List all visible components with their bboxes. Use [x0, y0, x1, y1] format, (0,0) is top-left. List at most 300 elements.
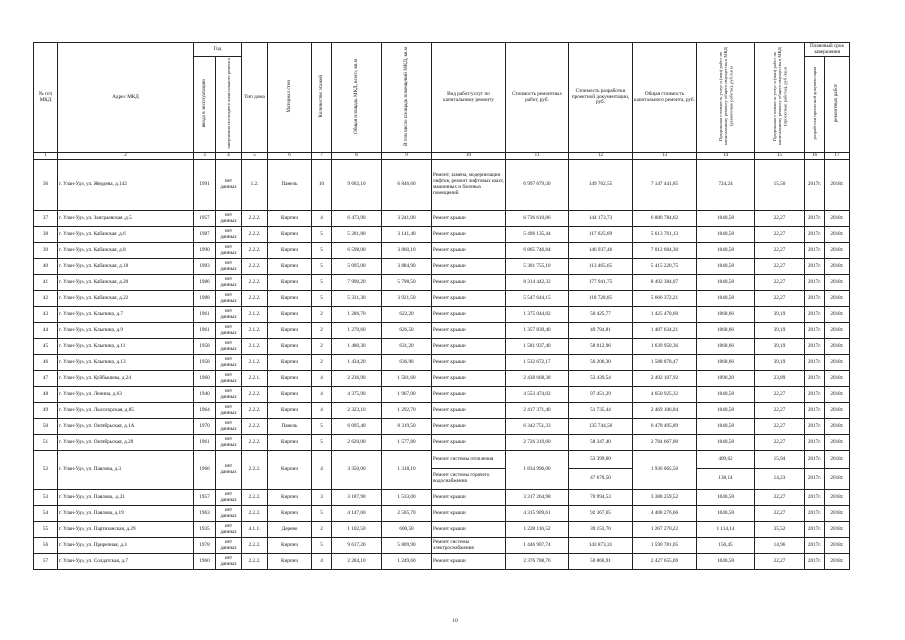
cell-planned-design: 2017г. [805, 259, 825, 275]
table-row [34, 160, 850, 211]
column-number: 14 [697, 153, 755, 160]
cell-year-commissioning: 1957 [194, 490, 216, 506]
cell-total-area: 1 434,20 [332, 355, 382, 371]
cell-planned-design: 2017г. [805, 403, 825, 419]
repair-program-table [33, 42, 850, 570]
cell-total-area: 7 990,20 [332, 275, 382, 291]
cell-year-commissioning: 1986 [194, 275, 216, 291]
cell-total-area: 3 350,00 [332, 451, 382, 490]
cell-limit-repair: 1068,66 [697, 355, 755, 371]
cell-year-commissioning: 1958 [194, 355, 216, 371]
cell-house-type: 1.2. [242, 160, 268, 211]
cell-design-cost: 135 744,56 [569, 419, 633, 435]
cell-floors: 4 [312, 371, 332, 387]
cell-floors: 5 [312, 291, 332, 307]
cell-num: 51 [34, 435, 58, 451]
cell-total-cost: 7 147 441,85 [633, 160, 697, 211]
cell-residential-area: 1 533,00 [382, 490, 432, 506]
column-number: 10 [432, 153, 506, 160]
cell-planned-design: 2017г. [805, 291, 825, 307]
cell-total-area: 1 480,30 [332, 339, 382, 355]
cell-year-commissioning: 1957 [194, 211, 216, 227]
column-number: 12 [569, 153, 633, 160]
cell-total-cost: 4 408 276,66 [633, 506, 697, 522]
cell-num: 42 [34, 291, 58, 307]
cell-wall-material: Кирпич [268, 490, 312, 506]
cell-repair-cost: 5 496 135,44 [506, 227, 569, 243]
cell-work-type: Ремонт системы горячего водоснабжения [432, 469, 506, 490]
cell-residential-area: 2 505,70 [382, 506, 432, 522]
cell-total-cost: 1 588 878,47 [633, 355, 697, 371]
cell-repair-cost: 1 581 937,40 [506, 339, 569, 355]
table-row [34, 538, 850, 554]
cell-year-last-repair: нет данных [216, 451, 242, 490]
cell-house-type: 2.1.2. [242, 339, 268, 355]
cell-num: 39 [34, 243, 58, 259]
cell-work-type: Ремонт крыши [432, 387, 506, 403]
col-header-limit-design [755, 43, 805, 153]
cell-total-area: 1 102,50 [332, 522, 382, 538]
cell-limit-repair: 1068,66 [697, 307, 755, 323]
cell-wall-material: Кирпич [268, 451, 312, 490]
cell-limit-design: 22,27 [755, 243, 805, 259]
cell-address: г. Улан-Удэ, ул. Клыпина, д.11 [58, 339, 194, 355]
cell-limit-repair: 1040,58 [697, 275, 755, 291]
cell-total-cost: 7 012 684,30 [633, 243, 697, 259]
column-number: 1 [34, 153, 58, 160]
cell-house-type: 2.2.2. [242, 435, 268, 451]
cell-year-last-repair: нет данных [216, 243, 242, 259]
cell-planned-repair: 2018г. [825, 243, 850, 259]
cell-planned-repair: 2018г. [825, 323, 850, 339]
cell-floors: 5 [312, 275, 332, 291]
table-row [34, 522, 850, 538]
cell-year-commissioning: 1961 [194, 307, 216, 323]
table-row [34, 419, 850, 435]
cell-work-type: Ремонт крыши [432, 490, 506, 506]
cell-design-cost: 70 994,53 [569, 490, 633, 506]
cell-work-type: Ремонт крыши [432, 307, 506, 323]
cell-year-last-repair: нет данных [216, 419, 242, 435]
cell-floors: 4 [312, 451, 332, 490]
cell-planned-design: 2017г. [805, 387, 825, 403]
cell-limit-repair: 1040,58 [697, 387, 755, 403]
cell-limit-repair: 150,45 [697, 538, 755, 554]
cell-limit-design: 14,23 [755, 469, 805, 490]
cell-wall-material: Панель [268, 160, 312, 211]
cell-repair-cost: 1 834 996,00 [506, 451, 569, 490]
cell-total-cost: 1 936 065,50 [633, 451, 697, 490]
col-header-year-commissioning [194, 57, 216, 153]
col-header-limit-repair [697, 43, 755, 153]
cell-limit-repair: 1040,58 [697, 291, 755, 307]
cell-repair-cost: 2 376 788,76 [506, 554, 569, 570]
cell-address: г. Улан-Удэ, ул. Октябрьская, д.28 [58, 435, 194, 451]
cell-wall-material: Кирпич [268, 323, 312, 339]
cell-house-type: 2.1.2. [242, 355, 268, 371]
table-row [34, 243, 850, 259]
cell-year-last-repair: нет данных [216, 339, 242, 355]
cell-work-type: Ремонт крыши [432, 403, 506, 419]
cell-address: г. Улан-Удэ, ул. Октябрьская, д.1А [58, 419, 194, 435]
cell-num: 40 [34, 259, 58, 275]
cell-planned-repair: 2018г. [825, 355, 850, 371]
cell-house-type: 2.2.1. [242, 371, 268, 387]
cell-year-last-repair: нет данных [216, 160, 242, 211]
cell-work-type: Ремонт крыши [432, 419, 506, 435]
col-header-total-cost: Общая стоимость капитального ремонта, руб. [633, 43, 697, 153]
table-body-lower [34, 490, 850, 570]
cell-num: 55 [34, 522, 58, 538]
cell-total-cost: 6 478 495,89 [633, 419, 697, 435]
cell-work-type: Ремонт, замена, модернизация лифтов, ремонт лифтовых шахт, машинных и блочных помещений [432, 160, 506, 211]
cell-repair-cost: 6 736 610,86 [506, 211, 569, 227]
cell-planned-repair: 2018г. [825, 419, 850, 435]
cell-limit-repair: 1068,66 [697, 339, 755, 355]
cell-repair-cost: 1 228 116,52 [506, 522, 569, 538]
cell-residential-area: 631,20 [382, 339, 432, 355]
cell-address: г. Улан-Удэ, ул. Клыпина, д.13 [58, 355, 194, 371]
cell-house-type: 2.2.2. [242, 211, 268, 227]
cell-repair-cost: 8 314 442,32 [506, 275, 569, 291]
col-header-residential-area [382, 43, 432, 153]
cell-planned-repair: 2018г. [825, 538, 850, 554]
cell-design-cost: 53 399,00 [569, 451, 633, 469]
cell-total-area: 5 331,30 [332, 291, 382, 307]
cell-limit-repair: 1068,66 [697, 323, 755, 339]
cell-address: г. Улан-Удэ, ул. Жердева, д.142 [58, 160, 194, 211]
column-number: 11 [506, 153, 569, 160]
cell-work-type: Ремонт крыши [432, 211, 506, 227]
table-row [34, 490, 850, 506]
table-row [34, 435, 850, 451]
cell-limit-design: 39,19 [755, 355, 805, 371]
year-last-repair-label: завершения последнего капитального ремонта [225, 57, 231, 149]
column-number: 13 [633, 153, 697, 160]
column-number: 17 [825, 153, 850, 160]
cell-planned-design: 2017г. [805, 355, 825, 371]
cell-year-commissioning: 1990 [194, 243, 216, 259]
cell-year-commissioning: 1958 [194, 339, 216, 355]
cell-year-last-repair: нет данных [216, 538, 242, 554]
cell-repair-cost: 1 375 044,82 [506, 307, 569, 323]
cell-address: г. Улан-Удэ, ул. Павлова, д.3 [58, 451, 194, 490]
cell-planned-repair: 2018г. [825, 506, 850, 522]
cell-num: 41 [34, 275, 58, 291]
cell-design-cost: 58 347,40 [569, 435, 633, 451]
cell-house-type: 2.1.2. [242, 323, 268, 339]
cell-wall-material: Кирпич [268, 355, 312, 371]
cell-num: 37 [34, 211, 58, 227]
cell-limit-design: 22,27 [755, 275, 805, 291]
cell-residential-area: 626,50 [382, 323, 432, 339]
cell-repair-cost: 2 726 319,60 [506, 435, 569, 451]
cell-total-area: 5 281,80 [332, 227, 382, 243]
table-row [34, 275, 850, 291]
cell-floors: 5 [312, 243, 332, 259]
cell-repair-cost: 2 438 668,38 [506, 371, 569, 387]
cell-work-type: Ремонт крыши [432, 506, 506, 522]
cell-year-last-repair: нет данных [216, 307, 242, 323]
cell-planned-repair: 2018г. [825, 469, 850, 490]
cell-design-cost: 49 794,81 [569, 323, 633, 339]
cell-house-type: 2.2.2. [242, 387, 268, 403]
column-number: 9 [382, 153, 432, 160]
cell-floors: 4 [312, 403, 332, 419]
table-row [34, 355, 850, 371]
cell-residential-area: 1 318,10 [382, 451, 432, 490]
cell-limit-design: 22,27 [755, 490, 805, 506]
cell-planned-repair: 2018г. [825, 371, 850, 387]
cell-house-type: 2.2.2. [242, 419, 268, 435]
cell-num: 50 [34, 419, 58, 435]
cell-floors: 4 [312, 554, 332, 570]
cell-house-type: 2.2.2. [242, 243, 268, 259]
cell-total-cost: 2 784 667,00 [633, 435, 697, 451]
cell-total-area: 4 147,60 [332, 506, 382, 522]
cell-total-cost: 4 650 925,32 [633, 387, 697, 403]
column-number: 6 [268, 153, 312, 160]
cell-address: г. Улан-Удэ, ул. Кабанская, д.8 [58, 243, 194, 259]
table-body-row52 [34, 451, 850, 490]
column-number: 5 [242, 153, 268, 160]
cell-wall-material: Кирпич [268, 403, 312, 419]
cell-house-type: 2.2.2. [242, 259, 268, 275]
cell-design-cost: 58 012,96 [569, 339, 633, 355]
cell-design-cost: 51 735,44 [569, 403, 633, 419]
cell-num: 47 [34, 371, 58, 387]
cell-year-last-repair: нет данных [216, 323, 242, 339]
cell-design-cost: 177 941,75 [569, 275, 633, 291]
table-row [34, 403, 850, 419]
cell-house-type: 4.1.1. [242, 522, 268, 538]
cell-total-cost: 1 639 950,36 [633, 339, 697, 355]
cell-floors: 2 [312, 323, 332, 339]
cell-work-type: Ремонт крыши [432, 323, 506, 339]
floors-label: Количество этажей [317, 74, 324, 118]
col-header-address: Адрес МКД [58, 43, 194, 153]
cell-planned-design: 2017г. [805, 275, 825, 291]
cell-work-type: Ремонт крыши [432, 291, 506, 307]
cell-limit-repair: 1040,58 [697, 506, 755, 522]
cell-planned-repair: 2018г. [825, 339, 850, 355]
cell-floors: 4 [312, 387, 332, 403]
table-row [34, 291, 850, 307]
cell-design-cost: 149 762,55 [569, 160, 633, 211]
cell-limit-repair: 1 114,14 [697, 522, 755, 538]
cell-limit-design: 23,89 [755, 371, 805, 387]
cell-address: г. Улан-Удэ, ул. Павлова, .д.21 [58, 490, 194, 506]
wall-material-label: Материал стен [285, 79, 292, 113]
cell-floors: 2 [312, 307, 332, 323]
cell-planned-design: 2017г. [805, 451, 825, 469]
cell-residential-area: 636,90 [382, 355, 432, 371]
cell-address: г. Улан-Удэ, ул. Лысогорская, д.85 [58, 403, 194, 419]
cell-year-last-repair: нет данных [216, 435, 242, 451]
cell-design-cost: 146 937,46 [569, 243, 633, 259]
cell-design-cost: 39 153,70 [569, 522, 633, 538]
cell-floors: 5 [312, 435, 332, 451]
cell-work-type: Ремонт крыши [432, 339, 506, 355]
cell-num: 57 [34, 554, 58, 570]
col-header-year: Год [194, 43, 242, 57]
cell-design-cost: 92 367,05 [569, 506, 633, 522]
cell-wall-material: Кирпич [268, 435, 312, 451]
cell-year-commissioning: 1940 [194, 387, 216, 403]
cell-planned-design: 2017г. [805, 211, 825, 227]
cell-limit-repair: 1040,58 [697, 403, 755, 419]
cell-num: 52 [34, 451, 58, 490]
cell-wall-material: Панель [268, 419, 312, 435]
cell-floors: 4 [312, 211, 332, 227]
total-area-label: Общая площадь МКД, всего, кв.м [352, 58, 359, 134]
cell-planned-repair: 2018г. [825, 522, 850, 538]
cell-total-area: 2 236,90 [332, 371, 382, 387]
col-header-house-type: Тип дома [242, 43, 268, 153]
col-header-planned-repair [825, 57, 850, 153]
cell-address: г. Улан-Удэ, ул. Ленина, д.63 [58, 387, 194, 403]
cell-year-commissioning: 1961 [194, 323, 216, 339]
cell-total-area: 6 095,40 [332, 419, 382, 435]
cell-limit-repair: 1040,58 [697, 227, 755, 243]
cell-total-area: 6 473,90 [332, 211, 382, 227]
cell-planned-design: 2017г. [805, 227, 825, 243]
table-body-upper [34, 160, 850, 451]
cell-design-cost: 47 670,50 [569, 469, 633, 490]
table-row [34, 451, 850, 469]
cell-address: г. Улан-Удэ, ул. Куйбышева, д.24 [58, 371, 194, 387]
cell-limit-repair: 409,62 [697, 451, 755, 469]
cell-num: 54 [34, 506, 58, 522]
column-number: 7 [312, 153, 332, 160]
cell-year-commissioning: 1991 [194, 160, 216, 211]
cell-planned-repair: 2018г. [825, 259, 850, 275]
cell-limit-repair: 1040,58 [697, 419, 755, 435]
cell-work-type: Ремонт крыши [432, 371, 506, 387]
cell-planned-design: 2017г. [805, 307, 825, 323]
cell-year-commissioning: 1960 [194, 371, 216, 387]
cell-residential-area: 600,50 [382, 522, 432, 538]
cell-floors: 5 [312, 419, 332, 435]
cell-design-cost: 143 873,31 [569, 538, 633, 554]
page-number: 10 [452, 618, 458, 624]
cell-year-commissioning: 1988 [194, 291, 216, 307]
cell-year-commissioning: 1987 [194, 227, 216, 243]
cell-design-cost: 50 866,91 [569, 554, 633, 570]
cell-repair-cost: 4 315 909,61 [506, 506, 569, 522]
cell-limit-design: 22,27 [755, 227, 805, 243]
cell-planned-repair: 2018г. [825, 211, 850, 227]
cell-total-cost: 5 613 761,13 [633, 227, 697, 243]
cell-limit-design: 39,19 [755, 323, 805, 339]
cell-planned-design: 2017г. [805, 435, 825, 451]
cell-planned-design: 2017г. [805, 554, 825, 570]
cell-wall-material: Кирпич [268, 291, 312, 307]
cell-limit-repair: 1040,58 [697, 490, 755, 506]
cell-total-cost: 1 590 781,05 [633, 538, 697, 554]
cell-num: 44 [34, 323, 58, 339]
cell-design-cost: 53 439,54 [569, 371, 633, 387]
table-row [34, 339, 850, 355]
cell-planned-design: 2017г. [805, 506, 825, 522]
cell-address: г. Улан-Удэ, ул. Приречная, д.3 [58, 538, 194, 554]
cell-limit-repair: 1040,58 [697, 243, 755, 259]
cell-repair-cost: 6 342 751,33 [506, 419, 569, 435]
cell-year-last-repair: нет данных [216, 387, 242, 403]
cell-repair-cost: 1 357 839,40 [506, 323, 569, 339]
cell-year-last-repair: нет данных [216, 275, 242, 291]
cell-design-cost: 56 206,30 [569, 355, 633, 371]
cell-planned-design: 2017г. [805, 490, 825, 506]
planned-design-label: разработки проектной документации [811, 66, 817, 140]
residential-area-label: В том числе площадь помещений МКД, кв.м [402, 46, 409, 146]
cell-year-last-repair: нет данных [216, 403, 242, 419]
cell-design-cost: 117 625,69 [569, 227, 633, 243]
cell-total-cost: 2 469 106,84 [633, 403, 697, 419]
cell-wall-material: Кирпич [268, 227, 312, 243]
cell-design-cost: 97 451,29 [569, 387, 633, 403]
cell-total-area: 3 187,90 [332, 490, 382, 506]
cell-year-last-repair: нет данных [216, 506, 242, 522]
cell-num: 49 [34, 403, 58, 419]
cell-house-type: 2.2.2. [242, 538, 268, 554]
col-header-floors [312, 43, 332, 153]
col-header-planned-term: Плановый срок завершения [805, 43, 850, 57]
cell-house-type: 2.2.2. [242, 227, 268, 243]
cell-address: г. Улан-Удэ, ул. Кабанская, д.18 [58, 259, 194, 275]
cell-work-type: Ремонт крыши [432, 355, 506, 371]
cell-design-cost: 50 425,77 [569, 307, 633, 323]
cell-planned-design: 2017г. [805, 371, 825, 387]
cell-limit-repair: 1040,58 [697, 554, 755, 570]
cell-year-last-repair: нет данных [216, 227, 242, 243]
cell-limit-design: 22,27 [755, 259, 805, 275]
cell-total-cost: 3 388 259,52 [633, 490, 697, 506]
cell-floors: 2 [312, 355, 332, 371]
cell-limit-repair: 1040,58 [697, 211, 755, 227]
cell-limit-design: 22,27 [755, 506, 805, 522]
cell-total-area: 2 323,10 [332, 403, 382, 419]
cell-limit-design: 22,27 [755, 291, 805, 307]
cell-limit-design: 39,19 [755, 307, 805, 323]
limit-repair-label: Предельная стоимость услуг и (или) работ по капитальному ремонту общего имущества в МКД (ремонтные работы), руб./кв.м [717, 47, 734, 145]
cell-limit-design: 22,27 [755, 419, 805, 435]
cell-work-type: Ремонт крыши [432, 435, 506, 451]
cell-planned-repair: 2018г. [825, 451, 850, 469]
cell-residential-area: 1 577,80 [382, 435, 432, 451]
cell-address: г. Улан-Удэ, ул. Кабанская, д.20 [58, 275, 194, 291]
cell-year-last-repair: нет данных [216, 490, 242, 506]
cell-residential-area: 8 319,50 [382, 419, 432, 435]
cell-total-cost: 5 415 220,75 [633, 259, 697, 275]
cell-year-last-repair: нет данных [216, 371, 242, 387]
cell-repair-cost: 6 865 746,84 [506, 243, 569, 259]
cell-total-cost: 1 267 270,22 [633, 522, 697, 538]
cell-num: 38 [34, 227, 58, 243]
col-header-num: № п/п МКД [34, 43, 58, 153]
cell-year-last-repair: нет данных [216, 554, 242, 570]
cell-total-area: 1 270,60 [332, 323, 382, 339]
cell-total-area: 5 095,00 [332, 259, 382, 275]
cell-repair-cost: 5 301 755,10 [506, 259, 569, 275]
cell-floors: 2 [312, 339, 332, 355]
cell-repair-cost: 3 317 264,98 [506, 490, 569, 506]
cell-planned-repair: 2018г. [825, 490, 850, 506]
cell-wall-material: Кирпич [268, 259, 312, 275]
cell-wall-material: Кирпич [268, 339, 312, 355]
cell-work-type: Ремонт крыши [432, 259, 506, 275]
cell-year-commissioning: 1964 [194, 403, 216, 419]
